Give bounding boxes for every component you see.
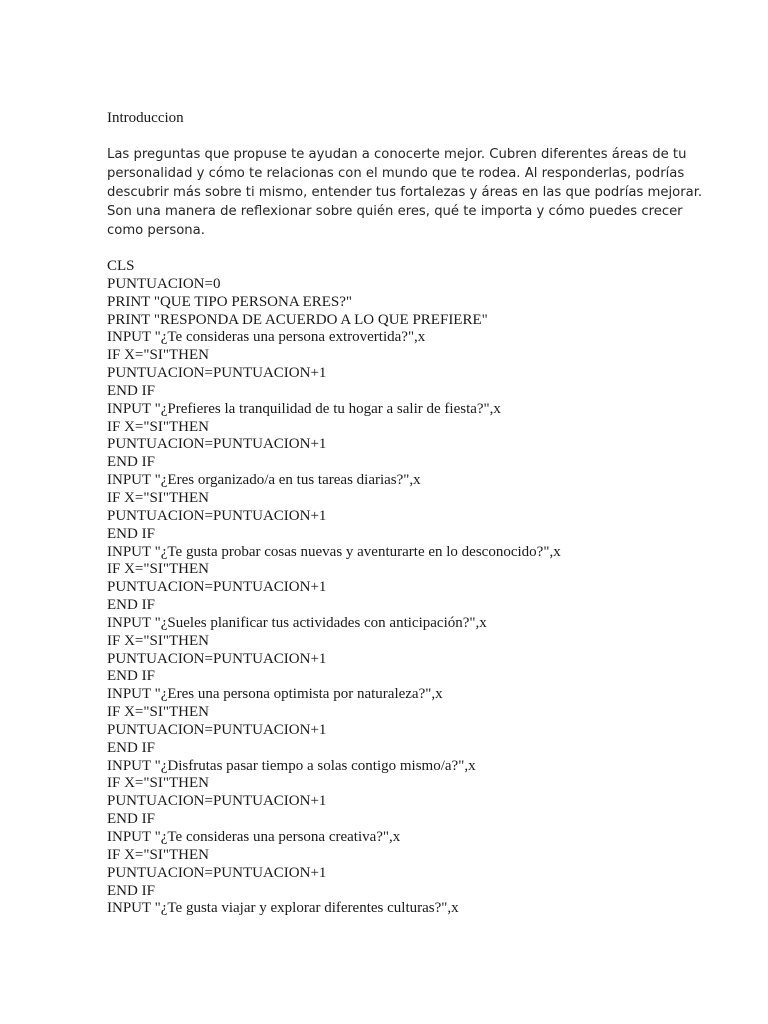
code-line: INPUT "¿Eres una persona optimista por naturaleza?",x <box>107 686 443 703</box>
code-line: IF X="SI"THEN <box>107 347 209 364</box>
code-line: INPUT "¿Te gusta probar cosas nuevas y aventurarte en lo desconocido?",x <box>107 543 561 560</box>
intro-line: como persona. <box>107 223 205 238</box>
intro-line: descubrir más sobre ti mismo, entender tus fortalezas y áreas en las que podrías mejorar. <box>107 185 703 200</box>
intro-line: Son una manera de reflexionar sobre quién eres, qué te importa y cómo puedes crecer <box>107 204 683 219</box>
code-line: IF X="SI"THEN <box>107 846 209 863</box>
intro-paragraph <box>107 145 707 240</box>
code-line: IF X="SI"THEN <box>107 704 209 721</box>
code-line: END IF <box>107 454 155 471</box>
code-line: INPUT "¿Disfrutas pasar tiempo a solas contigo mismo/a?",x <box>107 757 476 774</box>
code-line: PRINT "RESPONDA DE ACUERDO A LO QUE PREFIERE" <box>107 311 488 328</box>
code-line: IF X="SI"THEN <box>107 632 209 649</box>
code-line: PUNTUACION=PUNTUACION+1 <box>107 793 327 810</box>
code-line: PUNTUACION=PUNTUACION+1 <box>107 579 327 596</box>
code-line: PUNTUACION=PUNTUACION+1 <box>107 864 327 881</box>
code-line: END IF <box>107 597 155 614</box>
code-line: INPUT "¿Prefieres la tranquilidad de tu hogar a salir de fiesta?",x <box>107 400 501 417</box>
intro-line: Las preguntas que propuse te ayudan a conocerte mejor. Cubren diferentes áreas de tu <box>107 147 687 162</box>
code-line: IF X="SI"THEN <box>107 418 209 435</box>
code-line: INPUT "¿Te gusta viajar y explorar diferentes culturas?",x <box>107 900 459 917</box>
code-line: END IF <box>107 668 155 685</box>
code-line: PUNTUACION=PUNTUACION+1 <box>107 436 327 453</box>
code-listing <box>107 258 561 918</box>
code-line: PRINT "QUE TIPO PERSONA ERES?" <box>107 293 353 310</box>
code-line: IF X="SI"THEN <box>107 489 209 506</box>
code-line: INPUT "¿Sueles planificar tus actividades con anticipación?",x <box>107 614 487 631</box>
code-line: END IF <box>107 382 155 399</box>
code-line: END IF <box>107 739 155 756</box>
document-heading: Introduccion <box>107 110 184 126</box>
code-line: PUNTUACION=PUNTUACION+1 <box>107 507 327 524</box>
code-line: CLS <box>107 258 135 274</box>
code-line: INPUT "¿Te consideras una persona extrovertida?",x <box>107 329 426 346</box>
code-line: IF X="SI"THEN <box>107 561 209 578</box>
intro-line: personalidad y cómo te relacionas con el mundo que te rodea. Al responderlas, podrías <box>107 166 685 181</box>
code-line: PUNTUACION=PUNTUACION+1 <box>107 721 327 738</box>
code-line: INPUT "¿Te consideras una persona creativa?",x <box>107 829 401 845</box>
code-line: END IF <box>107 525 155 542</box>
code-line: END IF <box>107 882 155 899</box>
code-line: PUNTUACION=PUNTUACION+1 <box>107 365 327 382</box>
code-line: PUNTUACION=PUNTUACION+1 <box>107 650 327 667</box>
code-line: INPUT "¿Eres organizado/a en tus tareas diarias?",x <box>107 472 421 489</box>
code-line: IF X="SI"THEN <box>107 775 209 792</box>
code-line: END IF <box>107 811 155 828</box>
code-line: PUNTUACION=0 <box>107 275 221 292</box>
